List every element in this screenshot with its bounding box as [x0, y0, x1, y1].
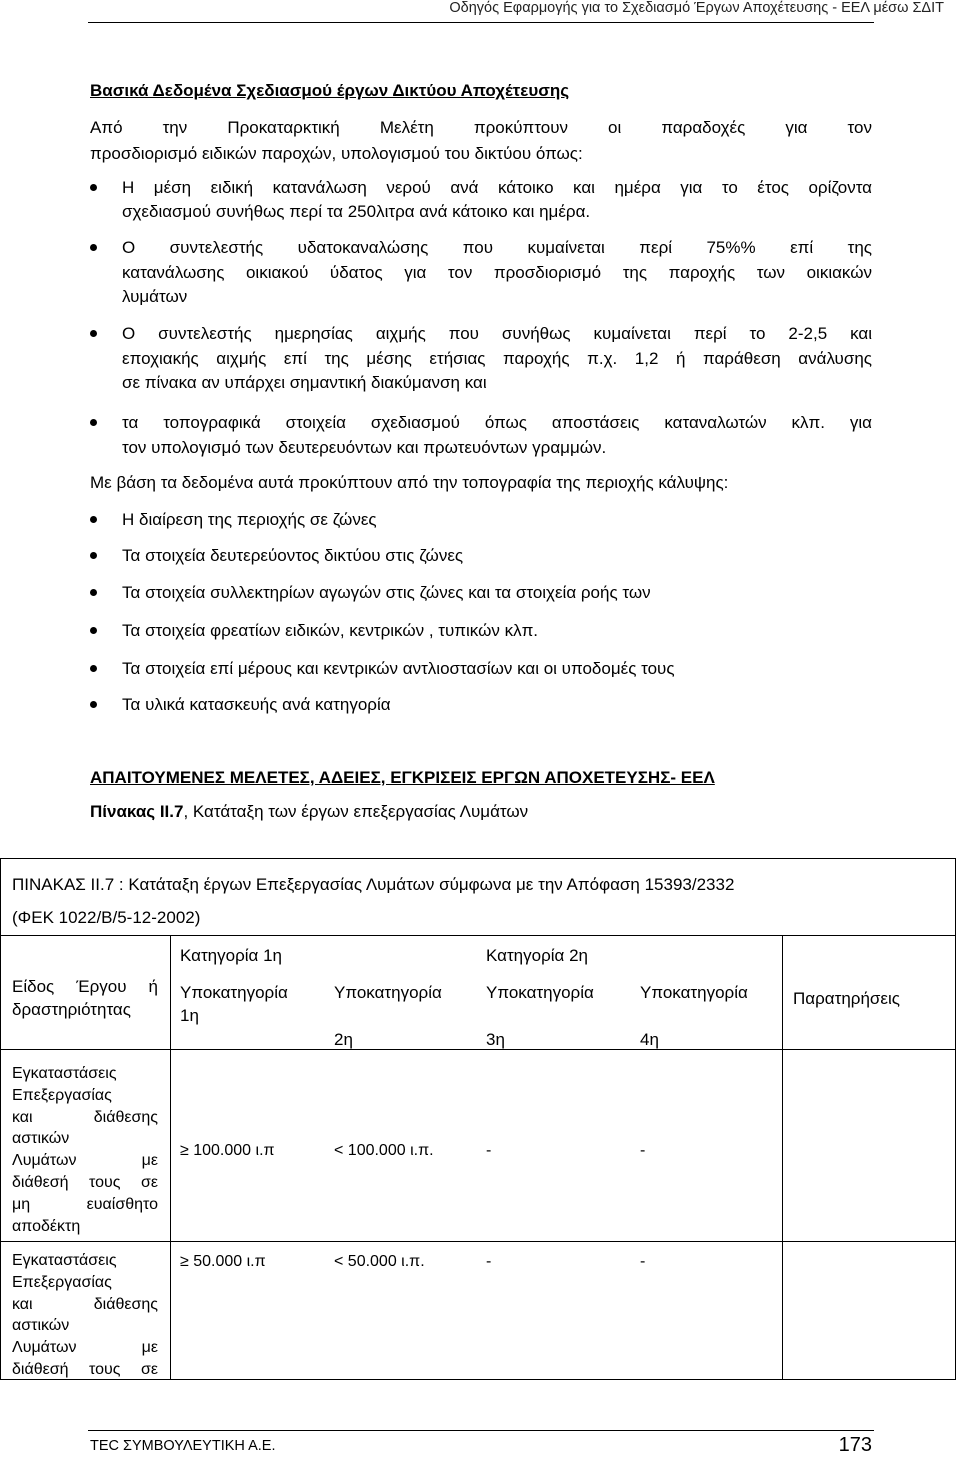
page-header: Οδηγός Εφαρμογής για το Σχεδιασμό Έργων Αποχέτευσης - ΕΕΛ μέσω ΣΔΙΤ: [449, 0, 944, 16]
bullet-text: Ο συντελεστής υδατοκαναλώσης που κυμαίνεται περί 75%% επί της: [122, 238, 872, 257]
row-2-sub3: -: [486, 1253, 492, 1270]
bullet-icon: [90, 419, 97, 426]
bullet-text: σχεδιασμού συνήθως περί τα 250λιτρα ανά κάτοικο και ημέρα.: [122, 202, 591, 221]
list-item: Τα στοιχεία δευτερεύοντος δικτύου στις ζώνες: [122, 546, 464, 565]
remarks-header: Παρατηρήσεις: [793, 989, 900, 1008]
subcategory-4-header: Υποκατηγορία: [640, 983, 748, 1002]
bullet-icon: [90, 627, 97, 634]
intro-line: Από την Προκαταρκτική Μελέτη προκύπτουν οι παραδοχές για τον: [90, 118, 872, 137]
subcategory-3-header: Υποκατηγορία: [486, 983, 594, 1002]
table-rule: [0, 1241, 956, 1242]
subcategory-1-label: 1η: [180, 1006, 199, 1025]
table-rule: [0, 1049, 956, 1050]
bullet-text: λυμάτων: [122, 287, 188, 306]
row-2-sub2: < 50.000 ι.π.: [334, 1253, 425, 1270]
table-caption-label: Πίνακας ΙΙ.7: [90, 802, 184, 821]
bullet-icon: [90, 665, 97, 672]
bullet-text: τον υπολογισμό των δευτερευόντων και πρωτευόντων γραμμών.: [122, 438, 607, 457]
bullet-text: τα τοπογραφικά στοιχεία σχεδιασμού όπως αποστάσεις καταναλωτών κλπ. για: [122, 413, 872, 432]
section-title: Βασικά Δεδομένα Σχεδιασμού έργων Δικτύου Αποχέτευσης: [90, 81, 570, 100]
header-line: Είδος Έργου ή: [12, 977, 158, 996]
bullet-icon: [90, 589, 97, 596]
desc-line: Επεξεργασίας: [12, 1086, 112, 1104]
desc-line: Εγκαταστάσεις: [12, 1252, 117, 1269]
bullet-text: εποχιακής αιχμής επί της μέσης ετήσιας παροχής π.χ. 1,2 ή παράθεση ανάλυσης: [122, 349, 872, 368]
bullet-icon: [90, 330, 97, 337]
desc-line: Λυμάτων με: [12, 1339, 158, 1357]
list-item: Τα στοιχεία συλλεκτηρίων αγωγών στις ζώνες και τα στοιχεία ροής των: [122, 583, 651, 602]
bullet-icon: [90, 244, 97, 251]
bullet-icon: [90, 516, 97, 523]
desc-line: και διάθεσης: [12, 1108, 158, 1126]
footer-rule: [88, 1430, 874, 1431]
table-rule: [782, 935, 783, 1380]
row-1-sub1: ≥ 100.000 ι.π: [180, 1142, 275, 1159]
bullet-text: κατανάλωσης οικιακού ύδατος για τον προσδιορισμό της παροχής των οικιακών: [122, 263, 872, 282]
row-1-sub4: -: [640, 1142, 646, 1159]
table-title: ΠΙΝΑΚΑΣ ΙΙ.7 : Κατάταξη έργων Επεξεργασίας Λυμάτων σύμφωνα με την Απόφαση 15393/2332: [12, 875, 735, 894]
column-header-type: [12, 975, 158, 1021]
row-1-sub3: -: [486, 1142, 492, 1159]
category-1-header: Κατηγορία 1η: [180, 946, 282, 965]
bullet-icon: [90, 184, 97, 191]
header-line: δραστηριότητας: [12, 1000, 131, 1019]
desc-line: και διάθεσης: [12, 1295, 158, 1313]
category-2-header: Κατηγορία 2η: [486, 946, 588, 965]
intro-line: προσδιορισμό ειδικών παροχών, υπολογισμού του δικτύου όπως:: [90, 144, 583, 163]
bullet-text: σε πίνακα αν υπάρχει σημαντική διακύμανση και: [122, 373, 487, 392]
desc-line: Λυμάτων με: [12, 1152, 158, 1170]
table-rule: [0, 935, 956, 936]
page-number: 173: [838, 1434, 872, 1456]
subcategory-1-header: Υποκατηγορία: [180, 983, 288, 1002]
list-item: Η διαίρεση της περιοχής σε ζώνες: [122, 510, 377, 529]
bullet-icon: [90, 701, 97, 708]
subcategory-2-header: Υποκατηγορία: [334, 983, 442, 1002]
table-title: (ΦΕΚ 1022/Β/5-12-2002): [12, 908, 201, 927]
paragraph: Με βάση τα δεδομένα αυτά προκύπτουν από την τοπογραφία της περιοχής κάλυψης:: [90, 473, 729, 492]
table-caption: [90, 801, 528, 823]
subcategory-3-label: 3η: [486, 1030, 505, 1049]
list-item: Τα υλικά κατασκευής ανά κατηγορία: [122, 695, 391, 714]
section-title: ΑΠΑΙΤΟΥΜΕΝΕΣ ΜΕΛΕΤΕΣ, ΑΔΕΙΕΣ, ΕΓΚΡΙΣΕΙΣ ΕΡΓΩΝ ΑΠΟΧΕΤΕΥΣΗΣ- ΕΕΛ: [90, 768, 715, 787]
table-caption-text: , Κατάταξη των έργων επεξεργασίας Λυμάτων: [183, 802, 529, 821]
row-2-sub1: ≥ 50.000 ι.π: [180, 1253, 266, 1270]
row-2-sub4: -: [640, 1253, 646, 1270]
header-rule: [88, 22, 874, 23]
desc-line: αστικών: [12, 1130, 70, 1148]
bullet-text: Ο συντελεστής ημερησίας αιχμής που συνήθως κυμαίνεται περί το 2-2,5 και: [122, 324, 872, 343]
desc-line: Εγκαταστάσεις: [12, 1065, 117, 1082]
row-1-sub2: < 100.000 ι.π.: [334, 1142, 434, 1159]
table-row-description: [12, 1063, 158, 1237]
desc-line: διάθεσή τους σε: [12, 1360, 158, 1378]
desc-line: αποδέκτη: [12, 1217, 81, 1235]
bullet-text: Η μέση ειδική κατανάλωση νερού ανά κάτοικο και ημέρα για το έτος ορίζοντα: [122, 178, 872, 197]
list-item: Τα στοιχεία επί μέρους και κεντρικών αντλιοστασίων και οι υποδομές τους: [122, 659, 675, 678]
desc-line: Επεξεργασίας: [12, 1273, 112, 1291]
subcategory-4-label: 4η: [640, 1030, 659, 1049]
desc-line: αστικών: [12, 1317, 70, 1335]
bullet-icon: [90, 552, 97, 559]
footer-company: TEC ΣΥΜΒΟΥΛΕΥΤΙΚΗ Α.Ε.: [90, 1438, 276, 1454]
subcategory-2-label: 2η: [334, 1030, 353, 1049]
desc-line: διάθεσή τους σε: [12, 1173, 158, 1191]
table-row-description: [12, 1250, 158, 1381]
list-item: Τα στοιχεία φρεατίων ειδικών, κεντρικών , τυπικών κλπ.: [122, 621, 539, 640]
table-rule: [170, 935, 171, 1380]
desc-line: μη ευαίσθητο: [12, 1195, 158, 1213]
